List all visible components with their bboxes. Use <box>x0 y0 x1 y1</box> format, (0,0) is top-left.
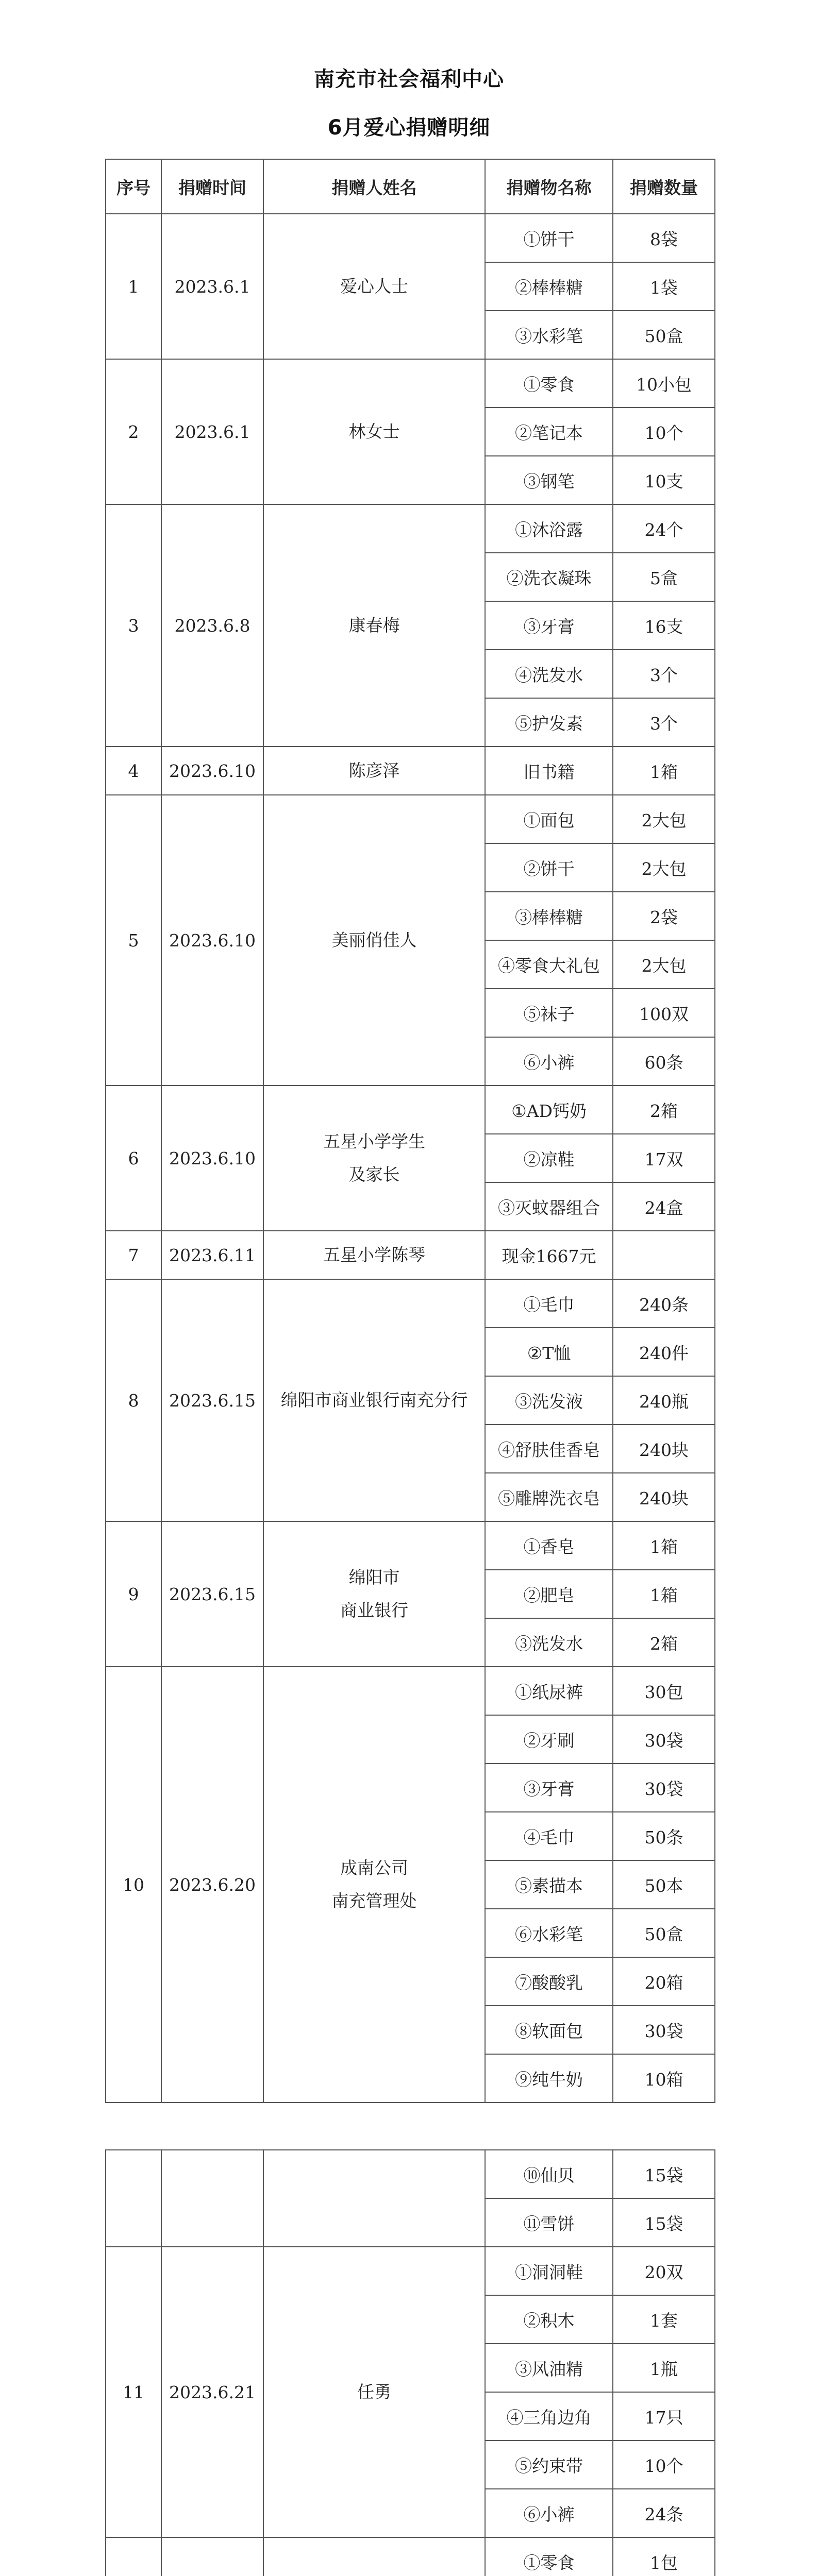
cell-item: ①纸尿裤 <box>485 1667 613 1715</box>
cell-quantity: 3个 <box>613 650 715 698</box>
cell-no: 11 <box>106 2247 161 2537</box>
cell-date: 2023.6.20 <box>161 1667 263 2103</box>
header-donor: 捐赠人姓名 <box>263 159 485 214</box>
cell-quantity: 15袋 <box>613 2150 715 2198</box>
cell-quantity: 16支 <box>613 601 715 650</box>
cell-donor <box>263 2150 485 2247</box>
cell-item: ④毛巾 <box>485 1812 613 1860</box>
cell-quantity: 10支 <box>613 456 715 504</box>
cell-quantity: 100双 <box>613 989 715 1037</box>
cell-no: 1 <box>106 214 161 359</box>
cell-item: 旧书籍 <box>485 747 613 795</box>
cell-item: ⑦酸酸乳 <box>485 1957 613 2006</box>
donor-line: 南充管理处 <box>331 1891 417 1911</box>
header-date: 捐赠时间 <box>161 159 263 214</box>
cell-date: 2023.6.10 <box>161 1086 263 1231</box>
cell-date: 2023.6.10 <box>161 747 263 795</box>
table-row <box>106 1279 715 1328</box>
cell-quantity: 50盒 <box>613 1909 715 1957</box>
cell-quantity: 30袋 <box>613 1764 715 1812</box>
cell-item: ④三角边角 <box>485 2392 613 2441</box>
table-row <box>106 747 715 795</box>
cell-item: ⑪雪饼 <box>485 2198 613 2247</box>
table-row <box>106 359 715 408</box>
cell-date: 2023.6.11 <box>161 1231 263 1279</box>
cell-item: ①AD钙奶 <box>485 1086 613 1134</box>
cell-quantity: 240块 <box>613 1425 715 1473</box>
cell-item: ③灭蚊器组合 <box>485 1182 613 1231</box>
cell-quantity: 240条 <box>613 1279 715 1328</box>
cell-donor: 绵阳市商业银行南充分行 <box>263 1279 485 1521</box>
table-row <box>106 1521 715 1570</box>
cell-donor <box>263 1086 485 1231</box>
cell-quantity: 24条 <box>613 2489 715 2537</box>
table-row <box>106 2247 715 2295</box>
cell-item: ③洗发液 <box>485 1376 613 1425</box>
cell-date: 2023.6.21 <box>161 2247 263 2537</box>
cell-no: 7 <box>106 1231 161 1279</box>
cell-date: 2023.6.15 <box>161 1279 263 1521</box>
cell-item: ⑤护发素 <box>485 698 613 747</box>
cell-date <box>161 2150 263 2247</box>
cell-quantity: 1箱 <box>613 747 715 795</box>
cell-date: 2023.6.10 <box>161 795 263 1086</box>
cell-date: 2023.6.1 <box>161 214 263 359</box>
donor-line: 五星小学学生 <box>323 1131 425 1151</box>
cell-quantity: 2箱 <box>613 1086 715 1134</box>
cell-no <box>106 2537 161 2576</box>
cell-donor <box>263 2537 485 2576</box>
cell-item: ①面包 <box>485 795 613 843</box>
cell-quantity: 50条 <box>613 1812 715 1860</box>
cell-quantity: 20箱 <box>613 1957 715 2006</box>
cell-donor <box>263 1521 485 1667</box>
cell-item: ③洗发水 <box>485 1618 613 1667</box>
cell-item: ⑥小裤 <box>485 1037 613 1086</box>
cell-quantity: 17双 <box>613 1134 715 1182</box>
cell-item: ②饼干 <box>485 843 613 892</box>
cell-item: ⑩仙贝 <box>485 2150 613 2198</box>
cell-date <box>161 2537 263 2576</box>
cell-item: ①零食 <box>485 359 613 408</box>
table-row <box>106 1231 715 1279</box>
cell-quantity: 240块 <box>613 1473 715 1521</box>
cell-item: ②T恤 <box>485 1328 613 1376</box>
cell-item: ④洗发水 <box>485 650 613 698</box>
cell-quantity: 1袋 <box>613 262 715 311</box>
cell-donor: 林女士 <box>263 359 485 504</box>
donor-line: 商业银行 <box>340 1600 408 1620</box>
cell-date: 2023.6.1 <box>161 359 263 504</box>
cell-item: ②牙刷 <box>485 1715 613 1764</box>
cell-quantity: 50本 <box>613 1860 715 1909</box>
cell-no: 5 <box>106 795 161 1086</box>
cell-quantity: 20双 <box>613 2247 715 2295</box>
cell-quantity: 10小包 <box>613 359 715 408</box>
cell-item: ⑥小裤 <box>485 2489 613 2537</box>
header-item: 捐赠物名称 <box>485 159 613 214</box>
table-row <box>106 795 715 843</box>
header-no: 序号 <box>106 159 161 214</box>
cell-item: ③钢笔 <box>485 456 613 504</box>
cell-item: ⑧软面包 <box>485 2006 613 2054</box>
table-row <box>106 214 715 262</box>
cell-date: 2023.6.8 <box>161 504 263 747</box>
cell-quantity: 10个 <box>613 408 715 456</box>
cell-no <box>106 2150 161 2247</box>
cell-quantity: 2大包 <box>613 843 715 892</box>
cell-item: ③棒棒糖 <box>485 892 613 940</box>
cell-item: ①饼干 <box>485 214 613 262</box>
table-row <box>106 2150 715 2198</box>
cell-quantity: 2大包 <box>613 795 715 843</box>
cell-quantity: 10箱 <box>613 2054 715 2103</box>
cell-item: ⑥水彩笔 <box>485 1909 613 1957</box>
cell-item: ③牙膏 <box>485 601 613 650</box>
cell-quantity: 60条 <box>613 1037 715 1086</box>
cell-quantity: 17只 <box>613 2392 715 2441</box>
cell-item: ②洗衣凝珠 <box>485 553 613 601</box>
donation-table-continued <box>105 2149 715 2576</box>
cell-item: ②笔记本 <box>485 408 613 456</box>
cell-item: ⑨纯牛奶 <box>485 2054 613 2103</box>
table-row <box>106 1086 715 1134</box>
cell-quantity: 1箱 <box>613 1521 715 1570</box>
document-title: 南充市社会福利中心 <box>314 67 504 91</box>
cell-donor <box>263 1667 485 2103</box>
cell-quantity: 1套 <box>613 2295 715 2344</box>
cell-item: ②积木 <box>485 2295 613 2344</box>
cell-item: ②棒棒糖 <box>485 262 613 311</box>
cell-no: 2 <box>106 359 161 504</box>
cell-item: ⑤素描本 <box>485 1860 613 1909</box>
cell-quantity: 1包 <box>613 2537 715 2576</box>
table-row <box>106 504 715 553</box>
cell-quantity: 8袋 <box>613 214 715 262</box>
cell-no: 10 <box>106 1667 161 2103</box>
donor-line: 成南公司 <box>340 1858 408 1878</box>
cell-donor: 爱心人士 <box>263 214 485 359</box>
cell-quantity: 24盒 <box>613 1182 715 1231</box>
cell-quantity: 3个 <box>613 698 715 747</box>
cell-no: 3 <box>106 504 161 747</box>
cell-item: ①毛巾 <box>485 1279 613 1328</box>
cell-item: ⑤袜子 <box>485 989 613 1037</box>
cell-donor: 陈彦泽 <box>263 747 485 795</box>
cell-quantity: 2袋 <box>613 892 715 940</box>
cell-quantity: 30袋 <box>613 1715 715 1764</box>
cell-item: ④舒肤佳香皂 <box>485 1425 613 1473</box>
donor-line: 绵阳市 <box>348 1567 400 1587</box>
cell-item: ⑤约束带 <box>485 2441 613 2489</box>
document-subtitle: 6月爱心捐赠明细 <box>327 116 491 140</box>
cell-item: ①沐浴露 <box>485 504 613 553</box>
table-row <box>106 2537 715 2576</box>
cell-quantity: 24个 <box>613 504 715 553</box>
cell-item: ③牙膏 <box>485 1764 613 1812</box>
cell-item: ②肥皂 <box>485 1570 613 1618</box>
cell-quantity <box>613 1231 715 1279</box>
cell-quantity: 50盒 <box>613 311 715 359</box>
table-row <box>106 1667 715 1715</box>
cell-no: 6 <box>106 1086 161 1231</box>
cell-quantity: 30袋 <box>613 2006 715 2054</box>
cell-item: ①零食 <box>485 2537 613 2576</box>
cell-item: ①洞洞鞋 <box>485 2247 613 2295</box>
cell-date: 2023.6.15 <box>161 1521 263 1667</box>
cell-no: 8 <box>106 1279 161 1521</box>
cell-donor: 康春梅 <box>263 504 485 747</box>
cell-quantity: 15袋 <box>613 2198 715 2247</box>
cell-no: 4 <box>106 747 161 795</box>
cell-donor: 五星小学陈琴 <box>263 1231 485 1279</box>
cell-item: 现金1667元 <box>485 1231 613 1279</box>
cell-item: ④零食大礼包 <box>485 940 613 989</box>
cell-quantity: 10个 <box>613 2441 715 2489</box>
cell-item: ①香皂 <box>485 1521 613 1570</box>
cell-donor: 任勇 <box>263 2247 485 2537</box>
cell-item: ③风油精 <box>485 2344 613 2392</box>
donor-line: 及家长 <box>348 1164 400 1184</box>
table-header-row <box>106 159 715 214</box>
cell-quantity: 240瓶 <box>613 1376 715 1425</box>
cell-item: ②凉鞋 <box>485 1134 613 1182</box>
donation-table <box>105 159 715 2103</box>
cell-quantity: 5盒 <box>613 553 715 601</box>
cell-quantity: 2大包 <box>613 940 715 989</box>
cell-quantity: 1箱 <box>613 1570 715 1618</box>
cell-quantity: 30包 <box>613 1667 715 1715</box>
cell-no: 9 <box>106 1521 161 1667</box>
cell-quantity: 1瓶 <box>613 2344 715 2392</box>
cell-donor: 美丽俏佳人 <box>263 795 485 1086</box>
cell-item: ⑤雕牌洗衣皂 <box>485 1473 613 1521</box>
cell-quantity: 2箱 <box>613 1618 715 1667</box>
cell-quantity: 240件 <box>613 1328 715 1376</box>
header-quantity: 捐赠数量 <box>613 159 715 214</box>
cell-item: ③水彩笔 <box>485 311 613 359</box>
